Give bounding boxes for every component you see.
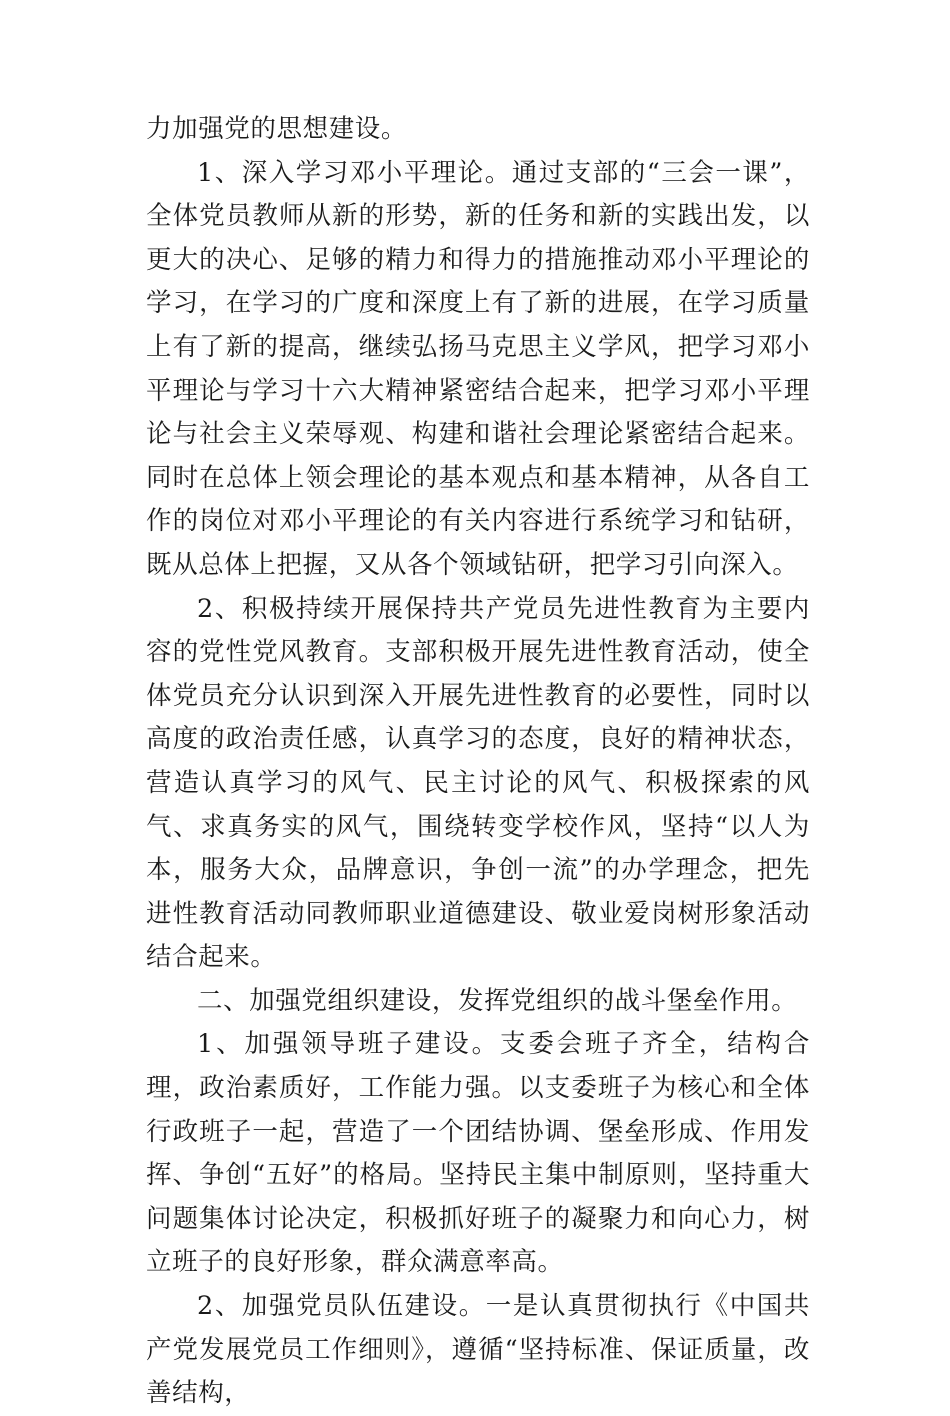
paragraph-leadership-team: 1、加强领导班子建设。支委会班子齐全，结构合理，政治素质好，工作能力强。以支委班子为核心和全体行政班子一起，营造了一个团结协调、堡垒形成、作用发挥、争创“五好”的格局。坚持民主集中制原则，坚持重大问题集体讨论决定，积极抓好班子的凝聚力和向心力，树立班子的良好形象，群众满意率高。	[146, 1029, 810, 1278]
paragraph-study-deng-theory: 1、深入学习邓小平理论。通过支部的“三会一课”，全体党员教师从新的形势，新的任务和新的实践出发，以更大的决心、足够的精力和得力的措施推动邓小平理论的学习，在学习的广度和深度上有了新的进展，在学习质量上有了新的提高，继续弘扬马克思主义学风，把学习邓小平理论与学习十六大精神紧密结合起来，把学习邓小平理论与社会主义荣辱观、构建和谐社会理论紧密结合起来。同时在总体上领会理论的基本观点和基本精神，从各自工作的岗位对邓小平理论的有关内容进行系统学习和钻研，既从总体上把握，又从各个领域钻研，把学习引向深入。	[146, 157, 810, 580]
paragraph-party-member-team: 2、加强党员队伍建设。一是认真贯彻执行《中国共产党发展党员工作细则》，遵循“坚持标准、保证质量，改善结构，	[146, 1291, 810, 1409]
paragraph-continuation: 力加强党的思想建设。	[146, 114, 408, 144]
section-heading-party-organization: 二、加强党组织建设，发挥党组织的战斗堡垒作用。	[197, 985, 798, 1016]
paragraph-advanced-education: 2、积极持续开展保持共产党员先进性教育为主要内容的党性党风教育。支部积极开展先进性教育活动，使全体党员充分认识到深入开展先进性教育的必要性，同时以高度的政治责任感，认真学习的态度，良好的精神状态，营造认真学习的风气、民主讨论的风气、积极探索的风气、求真务实的风气，围绕转变学校作风，坚持“以人为本，服务大众，品牌意识，争创一流”的办学理念，把先进性教育活动同教师职业道德建设、敬业爱岗树形象活动结合起来。	[146, 593, 810, 973]
document-body	[146, 108, 810, 1416]
